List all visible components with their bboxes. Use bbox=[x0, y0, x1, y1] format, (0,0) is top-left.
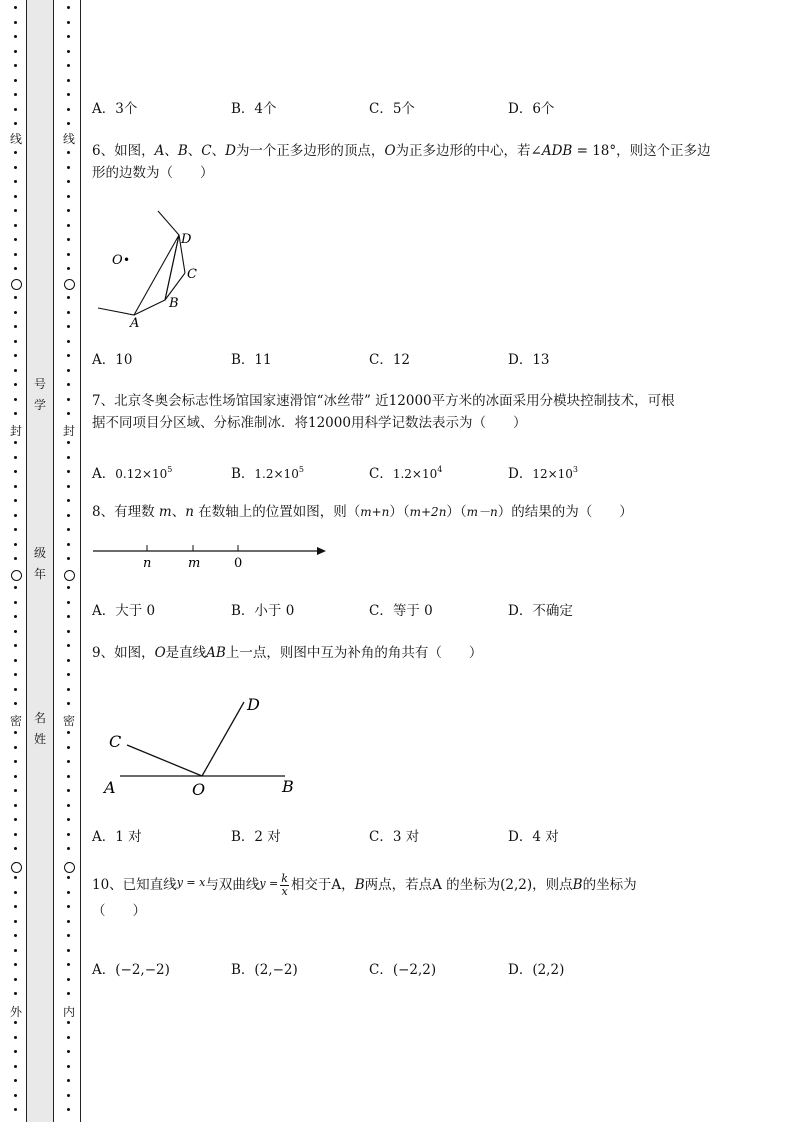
seal-dot bbox=[67, 79, 70, 82]
seal-dot bbox=[14, 514, 17, 517]
seal-dot bbox=[14, 79, 17, 82]
seal-dot bbox=[14, 659, 17, 662]
q7-option-c[interactable]: C．$1.2\times 10^4$ bbox=[369, 465, 443, 482]
seal-dot bbox=[67, 760, 70, 763]
outer-hole-circle bbox=[11, 862, 22, 873]
seal-dot bbox=[67, 630, 70, 633]
seal-dot bbox=[14, 992, 17, 995]
seal-dot bbox=[14, 702, 17, 705]
seal-dot bbox=[67, 688, 70, 691]
seal-dot bbox=[14, 224, 17, 227]
seal-dot bbox=[67, 586, 70, 589]
margin-rule-left bbox=[26, 0, 27, 1122]
seal-dot bbox=[67, 296, 70, 299]
seal-dot bbox=[67, 949, 70, 952]
seal-dot bbox=[14, 586, 17, 589]
seal-dot bbox=[67, 108, 70, 111]
q8-line-1: 8、有理数 m、n 在数轴上的位置如图，则（m+n）（m+2n）（m－n）的结果的为（ ） bbox=[92, 504, 633, 520]
seal-dot bbox=[14, 93, 17, 96]
seal-dot bbox=[14, 760, 17, 763]
q5-option-a[interactable]: A．3个 bbox=[92, 101, 138, 117]
q9-ray-OC bbox=[127, 745, 202, 776]
q6-center-dot: • bbox=[123, 253, 131, 267]
seal-dot bbox=[67, 383, 70, 386]
q7-option-a[interactable]: A．$0.12\times 10^5$ bbox=[92, 465, 173, 482]
seal-dot bbox=[14, 485, 17, 488]
q6-label-O: O bbox=[112, 253, 123, 268]
seal-dot bbox=[14, 528, 17, 531]
seal-dot bbox=[67, 1065, 70, 1068]
seal-dot bbox=[67, 122, 70, 125]
q6-stem bbox=[92, 140, 742, 184]
seal-dot bbox=[14, 688, 17, 691]
seal-dot bbox=[14, 963, 17, 966]
inner-mark-xian: 线 bbox=[62, 132, 75, 146]
seal-dot bbox=[67, 615, 70, 618]
seal-dot bbox=[14, 340, 17, 343]
q5-option-d[interactable]: D．6个 bbox=[508, 101, 555, 117]
seal-dot bbox=[67, 470, 70, 473]
seal-dot bbox=[14, 615, 17, 618]
seal-dot bbox=[14, 151, 17, 154]
seal-dot bbox=[67, 1050, 70, 1053]
seal-dot bbox=[14, 789, 17, 792]
seal-dot bbox=[14, 398, 17, 401]
seal-dot bbox=[14, 876, 17, 879]
inner-mark-feng: 封 bbox=[62, 424, 75, 438]
seal-dot bbox=[67, 673, 70, 676]
q6-label-D: D bbox=[181, 232, 192, 247]
q7-line-1: 7、北京冬奥会标志性场馆国家速滑馆“冰丝带” 近12000平方米的冰面采用分模块控制技术，可根 bbox=[92, 393, 675, 409]
seal-dot bbox=[14, 818, 17, 821]
seal-dot bbox=[67, 456, 70, 459]
seal-dot bbox=[67, 746, 70, 749]
seal-dot bbox=[14, 64, 17, 67]
seal-dot bbox=[14, 122, 17, 125]
q8-label-n: n bbox=[143, 556, 152, 571]
seal-dot bbox=[67, 601, 70, 604]
seal-dot bbox=[67, 644, 70, 647]
seal-dot bbox=[67, 151, 70, 154]
q10-option-c[interactable]: C．(−2,2) bbox=[369, 962, 437, 978]
seal-dot bbox=[14, 50, 17, 53]
seal-dot bbox=[14, 920, 17, 923]
q7-line-2: 据不同项目分区域、分标准制冰．将12000用科学记数法表示为（ ） bbox=[92, 415, 527, 431]
q10-option-d[interactable]: D．(2,2) bbox=[508, 962, 565, 978]
q9-line-1: 9、如图，O是直线AB上一点，则图中互为补角的角共有（ ） bbox=[92, 645, 483, 661]
seal-dot bbox=[67, 224, 70, 227]
seal-dot bbox=[67, 659, 70, 662]
seal-dot bbox=[14, 557, 17, 560]
seal-dot bbox=[14, 601, 17, 604]
q9-stem bbox=[92, 642, 742, 664]
seal-dot bbox=[67, 398, 70, 401]
inner-dotted-seal-line bbox=[62, 0, 76, 1123]
seal-dot bbox=[14, 180, 17, 183]
seal-dot bbox=[14, 412, 17, 415]
q6-label-A: A bbox=[130, 316, 140, 331]
seal-dot bbox=[67, 499, 70, 502]
q9-ray-OD bbox=[202, 702, 244, 776]
seal-dot bbox=[14, 21, 17, 24]
q6-label-B: B bbox=[169, 296, 179, 311]
seal-dot bbox=[14, 195, 17, 198]
seal-dot bbox=[14, 731, 17, 734]
seal-dot bbox=[67, 441, 70, 444]
seal-dot bbox=[67, 340, 70, 343]
seal-dot bbox=[67, 485, 70, 488]
q10-option-b[interactable]: B．(2,−2) bbox=[231, 962, 298, 978]
q6-option-b[interactable]: B．11 bbox=[231, 352, 272, 368]
q9-option-c[interactable]: C．3 对 bbox=[369, 829, 420, 845]
seal-dot bbox=[67, 543, 70, 546]
q7-stem bbox=[92, 390, 742, 434]
seal-dot bbox=[14, 35, 17, 38]
name-field-label: 名姓 bbox=[33, 711, 46, 746]
seal-dot bbox=[67, 166, 70, 169]
outer-mark-feng: 封 bbox=[9, 424, 22, 438]
seal-dot bbox=[14, 949, 17, 952]
seal-dot bbox=[14, 209, 17, 212]
q9-option-d[interactable]: D．4 对 bbox=[508, 829, 559, 845]
seal-dot bbox=[14, 267, 17, 270]
seal-dot bbox=[67, 238, 70, 241]
seal-dot bbox=[67, 818, 70, 821]
q6-label-C: C bbox=[187, 267, 197, 282]
q10-option-a[interactable]: A．(−2,−2) bbox=[92, 962, 170, 978]
seal-dot bbox=[67, 311, 70, 314]
q8-option-a[interactable]: A．大于 0 bbox=[92, 603, 156, 619]
seal-dot bbox=[14, 166, 17, 169]
seal-dot bbox=[14, 644, 17, 647]
seal-dot bbox=[67, 195, 70, 198]
seal-dot bbox=[14, 383, 17, 386]
seal-dot bbox=[67, 354, 70, 357]
seal-dot bbox=[14, 108, 17, 111]
seal-dot bbox=[14, 673, 17, 676]
seal-dot bbox=[67, 64, 70, 67]
q8-option-c[interactable]: C．等于 0 bbox=[369, 603, 433, 619]
seal-dot bbox=[14, 441, 17, 444]
seal-dot bbox=[67, 978, 70, 981]
q7-option-b[interactable]: B．$1.2\times 10^5$ bbox=[231, 465, 304, 482]
seal-dot bbox=[67, 1036, 70, 1039]
seal-dot bbox=[67, 731, 70, 734]
seal-dot bbox=[67, 702, 70, 705]
seal-dot bbox=[67, 93, 70, 96]
q9-label-O: O bbox=[192, 780, 206, 799]
q10-line-1: 10、已知直线$^{y = x}$与双曲线y = $\frac{k}{x}$ 相交于A，B两点，若点A 的坐标为(2,2)，则点B的坐标为 bbox=[92, 872, 637, 898]
outer-hole-circle bbox=[11, 570, 22, 581]
q9-option-a[interactable]: A．1 对 bbox=[92, 829, 142, 845]
seal-dot bbox=[14, 354, 17, 357]
q8-label-zero: 0 bbox=[234, 556, 243, 571]
q8-axis-arrow bbox=[317, 547, 326, 555]
q5-option-c[interactable]: C．5个 bbox=[369, 101, 415, 117]
inner-hole-circle bbox=[64, 279, 75, 290]
seal-dot bbox=[14, 746, 17, 749]
seal-dot bbox=[14, 1050, 17, 1053]
q9-label-B: B bbox=[282, 777, 294, 796]
q9-label-A: A bbox=[104, 778, 116, 797]
seal-dot bbox=[67, 528, 70, 531]
seal-dot bbox=[67, 325, 70, 328]
q8-number-line bbox=[90, 540, 335, 572]
seal-dot bbox=[14, 1079, 17, 1082]
student-id-field-label: 号学 bbox=[33, 377, 46, 412]
seal-dot bbox=[14, 325, 17, 328]
seal-dot bbox=[67, 21, 70, 24]
seal-dot bbox=[14, 847, 17, 850]
seal-dot bbox=[14, 253, 17, 256]
margin-rule-right bbox=[80, 0, 81, 1122]
q5-option-b[interactable]: B．4个 bbox=[231, 101, 277, 117]
q6-option-a[interactable]: A．10 bbox=[92, 352, 133, 368]
outer-mark-xian: 线 bbox=[9, 132, 22, 146]
inner-mark-mi: 密 bbox=[62, 714, 75, 728]
seal-dot bbox=[14, 978, 17, 981]
seal-dot bbox=[67, 1108, 70, 1111]
q9-angle-figure bbox=[95, 690, 310, 805]
q9-label-D: D bbox=[247, 695, 260, 714]
seal-dot bbox=[14, 1021, 17, 1024]
q8-option-d[interactable]: D．不确定 bbox=[508, 603, 573, 619]
seal-dot bbox=[14, 804, 17, 807]
seal-dot bbox=[14, 630, 17, 633]
q6-line-1: 6、如图，A、B、C、D为一个正多边形的顶点，O为正多边形的中心，若∠ADB = 18°，则这个正多边 bbox=[92, 143, 711, 159]
seal-dot bbox=[67, 934, 70, 937]
seal-dot bbox=[67, 905, 70, 908]
seal-dot bbox=[14, 775, 17, 778]
seal-dot bbox=[14, 470, 17, 473]
q6-option-c[interactable]: C．12 bbox=[369, 352, 411, 368]
seal-dot bbox=[67, 920, 70, 923]
seal-dot bbox=[14, 1065, 17, 1068]
q8-stem bbox=[92, 501, 742, 523]
inner-hole-circle bbox=[64, 862, 75, 873]
seal-dot bbox=[14, 1094, 17, 1097]
seal-dot bbox=[67, 267, 70, 270]
seal-dot bbox=[14, 905, 17, 908]
seal-dot bbox=[14, 1036, 17, 1039]
seal-dot bbox=[67, 789, 70, 792]
seal-dot bbox=[14, 543, 17, 546]
seal-dot bbox=[67, 209, 70, 212]
seal-dot bbox=[67, 50, 70, 53]
q10-stem bbox=[92, 872, 742, 922]
seal-dot bbox=[67, 876, 70, 879]
class-field-label: 级年 bbox=[33, 546, 46, 581]
seal-dot bbox=[14, 1108, 17, 1111]
seal-dot bbox=[67, 1021, 70, 1024]
outer-dotted-seal-line bbox=[9, 0, 23, 1123]
q6-polygon-sides bbox=[98, 211, 179, 315]
q6-option-d[interactable]: D．13 bbox=[508, 352, 550, 368]
seal-dot bbox=[67, 775, 70, 778]
q10-line-2: （ ） bbox=[92, 903, 146, 919]
seal-dot bbox=[14, 238, 17, 241]
seal-dot bbox=[14, 311, 17, 314]
seal-dot bbox=[14, 6, 17, 9]
q7-option-d[interactable]: D．$12\times 10^3$ bbox=[508, 465, 579, 482]
seal-dot bbox=[67, 412, 70, 415]
seal-dot bbox=[14, 934, 17, 937]
q6-line-2: 形的边数为（ ） bbox=[92, 165, 214, 181]
q9-option-b[interactable]: B．2 对 bbox=[231, 829, 281, 845]
seal-dot bbox=[14, 833, 17, 836]
seal-dot bbox=[67, 847, 70, 850]
seal-dot bbox=[14, 499, 17, 502]
seal-dot bbox=[67, 253, 70, 256]
seal-dot bbox=[67, 992, 70, 995]
q9-label-C: C bbox=[109, 732, 122, 751]
seal-dot bbox=[67, 1079, 70, 1082]
seal-dot bbox=[67, 1094, 70, 1097]
q8-option-b[interactable]: B．小于 0 bbox=[231, 603, 295, 619]
q8-label-m: m bbox=[188, 556, 201, 571]
seal-dot bbox=[14, 891, 17, 894]
seal-dot bbox=[67, 514, 70, 517]
seal-dot bbox=[67, 369, 70, 372]
inner-hole-circle bbox=[64, 570, 75, 581]
seal-dot bbox=[67, 891, 70, 894]
seal-dot bbox=[14, 369, 17, 372]
margin-rule-middle bbox=[53, 0, 54, 1122]
seal-dot bbox=[14, 296, 17, 299]
outer-mark-mi: 密 bbox=[9, 714, 22, 728]
seal-dot bbox=[67, 6, 70, 9]
seal-dot bbox=[67, 35, 70, 38]
seal-dot bbox=[67, 180, 70, 183]
inner-mark-nei: 内 bbox=[62, 1005, 75, 1019]
q10-fraction: $\frac{k}{x}$ bbox=[281, 872, 288, 898]
seal-dot bbox=[14, 456, 17, 459]
q6-polygon-figure bbox=[90, 205, 220, 335]
seal-dot bbox=[67, 804, 70, 807]
seal-dot bbox=[67, 833, 70, 836]
seal-dot bbox=[67, 557, 70, 560]
outer-mark-wai: 外 bbox=[9, 1005, 22, 1019]
seal-dot bbox=[67, 963, 70, 966]
outer-hole-circle bbox=[11, 279, 22, 290]
